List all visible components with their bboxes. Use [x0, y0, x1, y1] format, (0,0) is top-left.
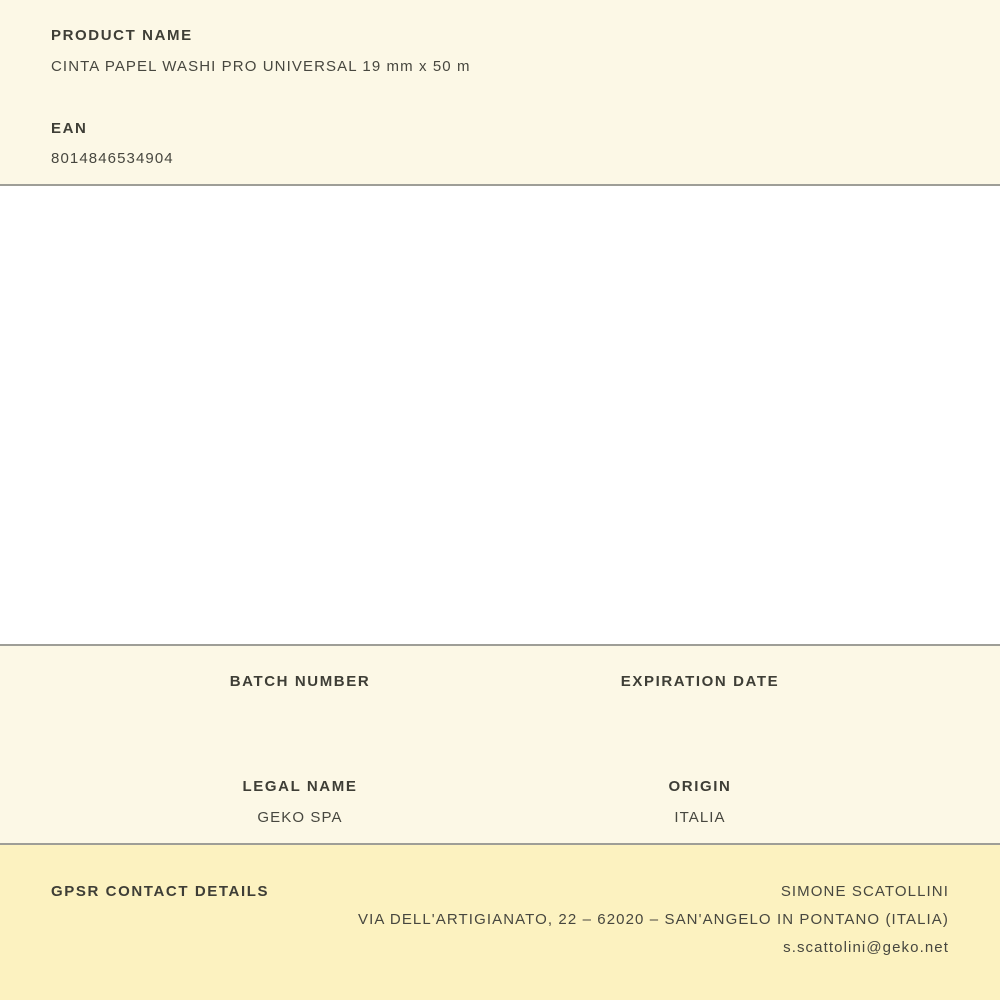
product-image-area [0, 186, 1000, 644]
product-name-label: PRODUCT NAME [51, 27, 193, 44]
contact-name: SIMONE SCATOLLINI [780, 883, 949, 900]
contact-email: s.scattolini@geko.net [783, 939, 949, 956]
contact-address: VIA DELL'ARTIGIANATO, 22 – 62020 – SAN'ANGELO IN PONTANO (ITALIA) [357, 911, 949, 928]
batch-number-cell [100, 673, 500, 704]
ean-label: EAN [51, 120, 88, 137]
origin-cell [500, 778, 900, 826]
product-name-value: CINTA PAPEL WASHI PRO UNIVERSAL 19 mm x 50 m [51, 58, 471, 75]
legal-name-value: GEKO SPA [257, 809, 343, 826]
details-section [0, 646, 1000, 843]
gpsr-contact-section [0, 845, 1000, 1000]
gpsr-contact-details-label: GPSR CONTACT DETAILS [51, 883, 270, 900]
legal-name-cell [100, 778, 500, 826]
batch-number-label: BATCH NUMBER [229, 673, 371, 690]
details-row-legal-origin [100, 778, 900, 826]
origin-value: ITALIA [674, 809, 726, 826]
legal-name-label: LEGAL NAME [242, 778, 358, 795]
ean-value: 8014846534904 [51, 150, 174, 167]
product-header-section [0, 0, 1000, 184]
expiration-date-label: EXPIRATION DATE [620, 673, 780, 690]
gpsr-contact-block [358, 883, 949, 956]
expiration-date-cell [500, 673, 900, 704]
origin-label: ORIGIN [668, 778, 732, 795]
details-row-batch-expiration [100, 673, 900, 704]
